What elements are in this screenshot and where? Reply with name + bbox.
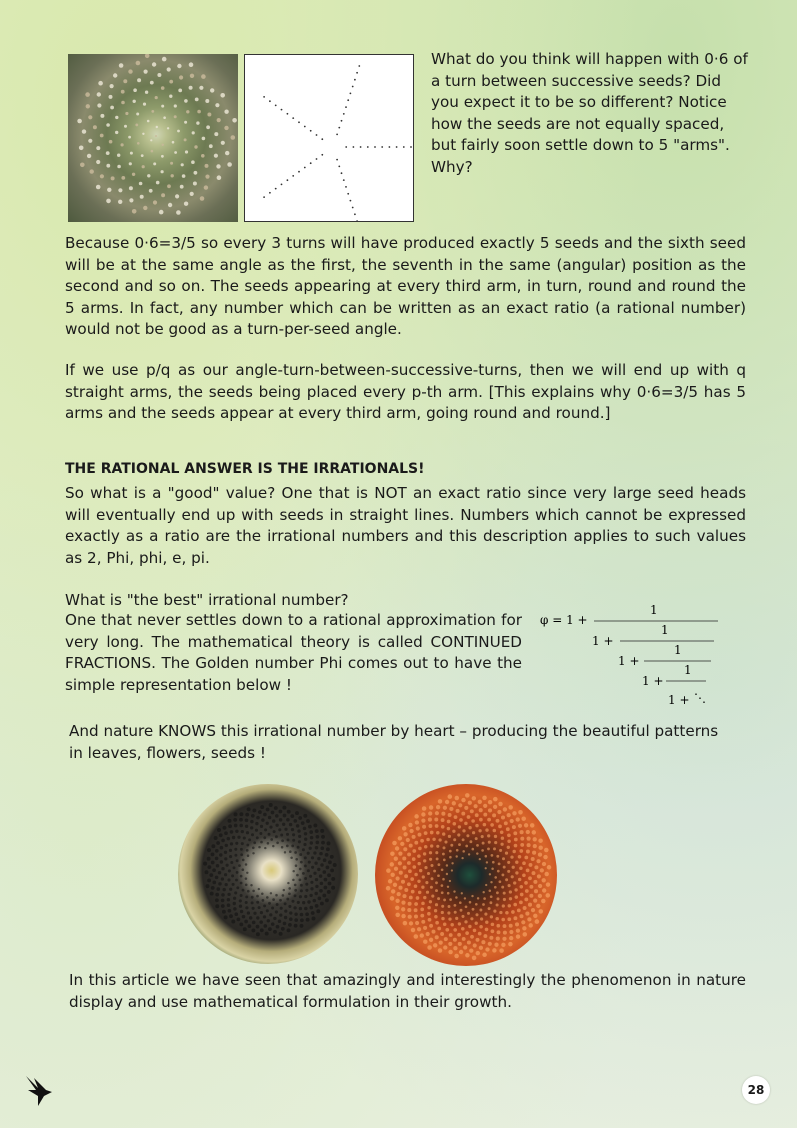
spiral-seed-head-photo <box>375 784 557 966</box>
golden-ratio-continued-fraction <box>532 596 732 710</box>
closing-paragraph: In this article we have seen that amazingly and interestingly the phenomenon in nature display and use mathematical formulation in their growth. <box>69 971 746 1011</box>
nature-paragraph: And nature KNOWS this irrational number by heart – producing the beautiful patterns in leaves, flowers, seeds ! <box>69 722 719 762</box>
formula-ellipsis: ⋱ <box>694 691 706 705</box>
formula-numerator-4: 1 <box>684 663 692 677</box>
pq-paragraph: If we use p/q as our angle-turn-between-successive-turns, then we will end up with q straight arms, the seeds being placed every p-th arm. [This explains why 0·6=3/5 has 5 arms and the seeds appear at every third arm, going round and round.] <box>65 361 746 422</box>
formula-term-4: 1 + <box>668 693 690 707</box>
section-heading: THE RATIONAL ANSWER IS THE IRRATIONALS! <box>65 461 425 477</box>
intro-text: What do you think will happen with 0·6 of a turn between successive seeds? Did you expect it to be so different? Notice how the seeds are not equally spaced, but fairly soon settle down to 5 "arms". Why? <box>431 50 748 176</box>
cactus-photo <box>68 54 238 222</box>
good-value-paragraph: So what is a "good" value? One that is NOT an exact ratio since very large seed heads will eventually end up with seeds in straight lines. Numbers which cannot be expressed exactly as a ratio are the irrational numbers and this description applies to such values as 2, Phi, phi, e, pi. <box>65 484 746 567</box>
continued-fractions-paragraph: One that never settles down to a rational approximation for very long. The mathematical theory is called CONTINUED FRACTIONS. The Golden number Phi comes out to have the simple representation below ! <box>65 611 522 694</box>
formula-term-1: 1 + <box>592 634 614 648</box>
bird-logo-icon <box>24 1074 54 1108</box>
formula-numerator-2: 1 <box>661 623 669 637</box>
formula-numerator-1: 1 <box>650 603 658 617</box>
sunflower-photo <box>178 784 358 964</box>
best-question: What is "the best" irrational number? <box>65 591 349 609</box>
seed-arms-diagram <box>244 54 414 222</box>
formula-term-3: 1 + <box>642 674 664 688</box>
rational-paragraph: Because 0·6=3/5 so every 3 turns will have produced exactly 5 seeds and the sixth seed will be at the same angle as the first, the seventh in the same (angular) position as the second and so on. The seeds appearing at every third arm, in turn, round and round the 5 arms. In fact, any number which can be written as an exact ratio (a rational number) would not be good as a turn-per-seed angle. <box>65 234 746 338</box>
formula-term-2: 1 + <box>618 654 640 668</box>
formula-numerator-3: 1 <box>674 643 682 657</box>
page-number: 28 <box>742 1076 770 1104</box>
formula-lhs: φ = 1 + <box>540 613 588 627</box>
